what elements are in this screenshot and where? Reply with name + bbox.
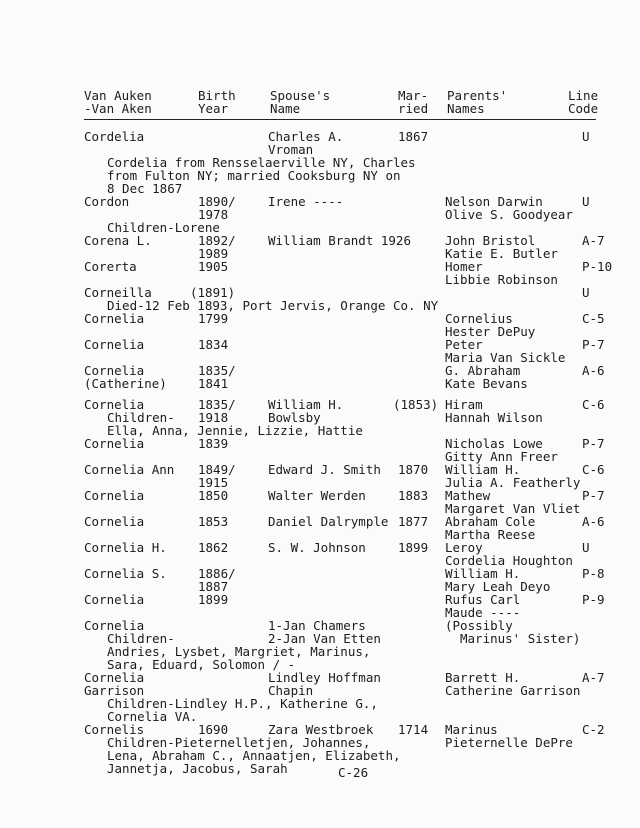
entry-name: Cornelia xyxy=(84,514,145,529)
entry-birth: 1835/ xyxy=(198,397,236,412)
entry-name: Cornelia xyxy=(84,488,145,503)
entry-birth: 1839 xyxy=(198,436,229,451)
header-line-code: Line xyxy=(568,88,599,103)
entry-code: A-6 xyxy=(582,363,605,378)
entry-parents: Peter xyxy=(445,337,483,352)
entry-name: Cornelia S. xyxy=(84,566,167,581)
entry-name: Cornelia xyxy=(84,311,145,326)
header-parents-names: Parents' xyxy=(447,88,508,103)
entry-spouse: Daniel Dalrymple xyxy=(268,514,389,529)
entry-code: P-8 xyxy=(582,566,605,581)
entry-parents: William H. xyxy=(445,462,521,477)
entry-birth: 1887 xyxy=(198,579,229,594)
entry-code: C-6 xyxy=(582,397,605,412)
entry-married: 1899 xyxy=(398,540,429,555)
entry-code: C-5 xyxy=(582,311,605,326)
entry-married: 1870 xyxy=(398,462,429,477)
entry-birth: 1850 xyxy=(198,488,229,503)
entry-married: 1877 xyxy=(398,514,429,529)
header-spouse-name: Name xyxy=(270,101,301,116)
entry-birth: (1891) xyxy=(190,285,236,300)
entry-spouse: 1-Jan Chamers xyxy=(268,618,366,633)
entry-spouse: Walter Werden xyxy=(268,488,366,503)
entry-birth: 1834 xyxy=(198,337,229,352)
entry-parents: G. Abraham xyxy=(445,363,521,378)
entry-code: U xyxy=(582,540,590,555)
entry-parents: Homer xyxy=(445,259,483,274)
entry-note: Children-Lorene xyxy=(107,220,220,235)
header-birth-year: Birth xyxy=(198,88,236,103)
entry-parents: Libbie Robinson xyxy=(445,272,558,287)
entry-name: Cornelia xyxy=(84,436,145,451)
entry-spouse: Edward J. Smith xyxy=(268,462,381,477)
page-number: C-26 xyxy=(338,765,369,780)
entry-parents: Cornelius xyxy=(445,311,513,326)
entry-parents: Abraham Cole xyxy=(445,514,536,529)
entry-note: Andries, Lysbet, Margriet, Marinus, xyxy=(107,644,371,659)
entry-parents: Nicholas Lowe xyxy=(445,436,543,451)
entry-name: Children- xyxy=(107,631,175,646)
entry-parents: Nelson Darwin xyxy=(445,194,543,209)
entry-note: from Fulton NY; married Cooksburg NY on xyxy=(107,168,401,183)
header-rule xyxy=(84,119,596,120)
entry-code: P-7 xyxy=(582,337,605,352)
header-surname: -Van Aken xyxy=(84,101,152,116)
header-spouse-name: Spouse's xyxy=(270,88,331,103)
entry-parents: Margaret Van Vliet xyxy=(445,501,581,516)
entry-spouse: Charles A. xyxy=(268,129,344,144)
entry-birth: 1918 xyxy=(198,410,229,425)
entry-parents: Rufus Carl xyxy=(445,592,521,607)
entry-parents: Maude ---- xyxy=(445,605,521,620)
entry-parents: Cordelia Houghton xyxy=(445,553,573,568)
entry-spouse: Vroman xyxy=(268,142,314,157)
entry-spouse: Irene ---- xyxy=(268,194,344,209)
entry-note: Sara, Eduard, Solomon / - xyxy=(107,657,296,672)
entry-parents: Maria Van Sickle xyxy=(445,350,566,365)
entry-parents: Marinus xyxy=(445,722,498,737)
entry-married: 1883 xyxy=(398,488,429,503)
entry-code: C-2 xyxy=(582,722,605,737)
entry-parents: (Possibly xyxy=(445,618,513,633)
entry-name: Cornelia xyxy=(84,670,145,685)
entry-birth: 1905 xyxy=(198,259,229,274)
entry-note: Cordelia from Rensselaerville NY, Charles xyxy=(107,155,416,170)
entry-parents: Hiram xyxy=(445,397,483,412)
entry-note: Ella, Anna, Jennie, Lizzie, Hattie xyxy=(107,423,363,438)
entry-code: A-6 xyxy=(582,514,605,529)
entry-code: U xyxy=(582,129,590,144)
entry-parents: Hannah Wilson xyxy=(445,410,543,425)
entry-name: Cornelia xyxy=(84,363,145,378)
entry-spouse: Bowlsby xyxy=(268,410,321,425)
entry-spouse: S. W. Johnson xyxy=(268,540,366,555)
entry-name: Cordelia xyxy=(84,129,145,144)
entry-birth: 1978 xyxy=(198,207,229,222)
entry-code: P-9 xyxy=(582,592,605,607)
entry-parents: Pieternelle DePre xyxy=(445,735,573,750)
entry-name: Cornelia xyxy=(84,337,145,352)
entry-name: Cornelia Ann xyxy=(84,462,175,477)
entry-spouse: William Brandt 1926 xyxy=(268,233,411,248)
entry-name: Cordon xyxy=(84,194,130,209)
entry-parents: Olive S. Goodyear xyxy=(445,207,573,222)
header-line-code: Code xyxy=(568,101,599,116)
entry-birth: 1989 xyxy=(198,246,229,261)
header-birth-year: Year xyxy=(198,101,229,116)
entry-parents: William H. xyxy=(445,566,521,581)
entry-parents: Katie E. Butler xyxy=(445,246,558,261)
entry-code: P-7 xyxy=(582,488,605,503)
entry-birth: 1853 xyxy=(198,514,229,529)
entry-parents: Mathew xyxy=(445,488,491,503)
entry-code: P-7 xyxy=(582,436,605,451)
entry-birth: 1799 xyxy=(198,311,229,326)
entry-parents: Barrett H. xyxy=(445,670,521,685)
entry-note: Jannetja, Jacobus, Sarah xyxy=(107,761,288,776)
entry-spouse: William H. xyxy=(268,397,344,412)
header-married: Mar- xyxy=(398,88,429,103)
entry-parents: Martha Reese xyxy=(445,527,536,542)
entry-birth: 1892/ xyxy=(198,233,236,248)
entry-code: C-6 xyxy=(582,462,605,477)
entry-code: U xyxy=(582,285,590,300)
entry-code: A-7 xyxy=(582,233,605,248)
entry-note: 8 Dec 1867 xyxy=(107,181,183,196)
entry-name: Cornelia xyxy=(84,618,145,633)
entry-spouse: Chapin xyxy=(268,683,314,698)
entry-birth: 1690 xyxy=(198,722,229,737)
entry-spouse: 2-Jan Van Etten xyxy=(268,631,381,646)
header-parents-names: Names xyxy=(447,101,485,116)
entry-name: Cornelis xyxy=(84,722,145,737)
entry-birth: 1849/ xyxy=(198,462,236,477)
entry-name: Cornelia xyxy=(84,397,145,412)
entry-parents: Marinus' Sister) xyxy=(460,631,581,646)
entry-name: (Catherine) xyxy=(84,376,167,391)
entry-parents: Hester DePuy xyxy=(445,324,536,339)
header-surname: Van Auken xyxy=(84,88,152,103)
entry-married: 1867 xyxy=(398,129,429,144)
entry-name: Corerta xyxy=(84,259,137,274)
entry-note: Children-Lindley H.P., Katherine G., xyxy=(107,696,378,711)
entry-name: Garrison xyxy=(84,683,145,698)
entry-name: Corneilla xyxy=(84,285,152,300)
entry-married: (1853) xyxy=(393,397,439,412)
entry-birth: 1915 xyxy=(198,475,229,490)
entry-note: Children-Pieternelletjen, Johannes, xyxy=(107,735,371,750)
entry-parents: Gitty Ann Freer xyxy=(445,449,558,464)
entry-birth: 1890/ xyxy=(198,194,236,209)
entry-birth: 1835/ xyxy=(198,363,236,378)
entry-parents: Catherine Garrison xyxy=(445,683,581,698)
entry-birth: 1899 xyxy=(198,592,229,607)
entry-spouse: Lindley Hoffman xyxy=(268,670,381,685)
entry-parents: Kate Bevans xyxy=(445,376,528,391)
entry-note: Cornelia VA. xyxy=(107,709,198,724)
entry-birth: 1841 xyxy=(198,376,229,391)
entry-name: Children- xyxy=(107,410,175,425)
entry-name: Cornelia H. xyxy=(84,540,167,555)
entry-spouse: Zara Westbroek xyxy=(268,722,374,737)
entry-birth: 1862 xyxy=(198,540,229,555)
header-married: ried xyxy=(398,101,429,116)
entry-parents: Julia A. Featherly xyxy=(445,475,581,490)
entry-code: P-10 xyxy=(582,259,613,274)
entry-name: Corena L. xyxy=(84,233,152,248)
entry-name: Cornelia xyxy=(84,592,145,607)
entry-parents: Leroy xyxy=(445,540,483,555)
entry-code: U xyxy=(582,194,590,209)
entry-married: 1714 xyxy=(398,722,429,737)
entry-note: Died-12 Feb 1893, Port Jervis, Orange Co. NY xyxy=(107,298,439,313)
entry-parents: Mary Leah Deyo xyxy=(445,579,551,594)
entry-birth: 1886/ xyxy=(198,566,236,581)
entry-code: A-7 xyxy=(582,670,605,685)
entry-note: Lena, Abraham C., Annaatjen, Elizabeth, xyxy=(107,748,401,763)
entry-parents: John Bristol xyxy=(445,233,536,248)
